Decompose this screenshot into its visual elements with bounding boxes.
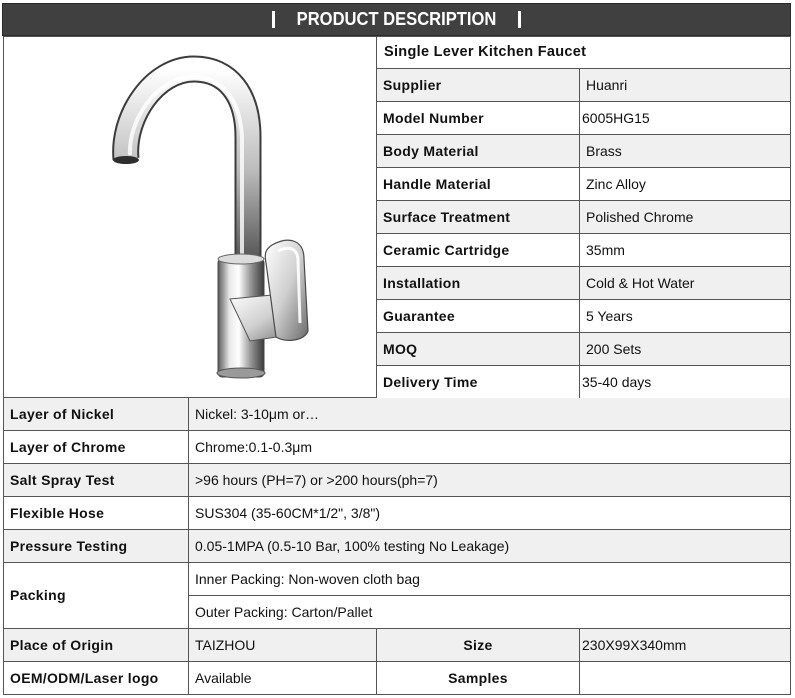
packing-label: Packing	[3, 563, 189, 629]
spec-label: Body Material	[377, 135, 580, 168]
detail-row-salt-spray	[3, 464, 791, 497]
detail-label: Flexible Hose	[3, 497, 189, 530]
detail-label: Salt Spray Test	[3, 464, 189, 497]
spec-value: 200 Sets	[580, 333, 791, 366]
product-name: Single Lever Kitchen Faucet	[377, 36, 791, 69]
packing-outer: Outer Packing: Carton/Pallet	[189, 596, 791, 629]
spec-label: Handle Material	[377, 168, 580, 201]
spec-value: Cold & Hot Water	[580, 267, 791, 300]
oem-label: OEM/ODM/Laser logo	[3, 662, 189, 695]
spec-label: Ceramic Cartridge	[377, 234, 580, 267]
detail-row-nickel	[3, 398, 791, 431]
detail-row-pressure-testing	[3, 530, 791, 563]
spec-label: Guarantee	[377, 300, 580, 333]
spec-label: Surface Treatment	[377, 201, 580, 234]
spec-row-surface-treatment	[377, 201, 791, 234]
spec-value: 6005HG15	[580, 102, 791, 135]
size-value: 230X99X340mm	[580, 629, 791, 662]
spec-row-moq	[377, 333, 791, 366]
spec-row-body-material	[377, 135, 791, 168]
detail-label: Layer of Chrome	[3, 431, 189, 464]
spec-row-supplier	[377, 69, 791, 102]
packing-inner: Inner Packing: Non-woven cloth bag	[189, 563, 791, 596]
spec-value: Huanri	[580, 69, 791, 102]
spec-row-installation	[377, 267, 791, 300]
detail-value: SUS304 (35-60CM*1/2", 3/8")	[189, 497, 791, 530]
header-divider-right	[518, 11, 521, 28]
oem-value: Available	[189, 662, 377, 695]
spec-label: Supplier	[377, 69, 580, 102]
detail-row-chrome	[3, 431, 791, 464]
size-label: Size	[377, 629, 580, 662]
spec-value: Brass	[580, 135, 791, 168]
spec-label: MOQ	[377, 333, 580, 366]
samples-label: Samples	[377, 662, 580, 695]
spec-row-handle-material	[377, 168, 791, 201]
detail-value: Chrome:0.1-0.3μm	[189, 431, 791, 464]
product-image-cell	[3, 36, 377, 398]
detail-value: 0.05-1MPA (0.5-10 Bar, 100% testing No Leakage)	[189, 530, 791, 563]
spec-value: Polished Chrome	[580, 201, 791, 234]
detail-label: Layer of Nickel	[3, 398, 189, 431]
detail-value: >96 hours (PH=7) or >200 hours(ph=7)	[189, 464, 791, 497]
section-title: PRODUCT DESCRIPTION	[296, 9, 497, 29]
kitchen-faucet-image	[4, 37, 376, 397]
spec-row-ceramic-cartridge	[377, 234, 791, 267]
header-divider-left	[272, 11, 275, 28]
origin-label: Place of Origin	[3, 629, 189, 662]
spec-value: 35mm	[580, 234, 791, 267]
spec-row-model-number	[377, 102, 791, 135]
spec-value: 5 Years	[580, 300, 791, 333]
detail-label: Pressure Testing	[3, 530, 189, 563]
spec-label: Delivery Time	[377, 366, 580, 399]
detail-value: Nickel: 3-10μm or…	[189, 398, 791, 431]
spec-label: Model Number	[377, 102, 580, 135]
spec-row-guarantee	[377, 300, 791, 333]
oem-samples-row	[3, 662, 791, 695]
section-header	[2, 3, 791, 36]
origin-size-row	[3, 629, 791, 662]
spec-row-delivery-time	[377, 366, 791, 399]
spec-label: Installation	[377, 267, 580, 300]
samples-value	[580, 662, 791, 695]
detail-row-flexible-hose	[3, 497, 791, 530]
spec-value: Zinc Alloy	[580, 168, 791, 201]
origin-value: TAIZHOU	[189, 629, 377, 662]
spec-value: 35-40 days	[580, 366, 791, 399]
